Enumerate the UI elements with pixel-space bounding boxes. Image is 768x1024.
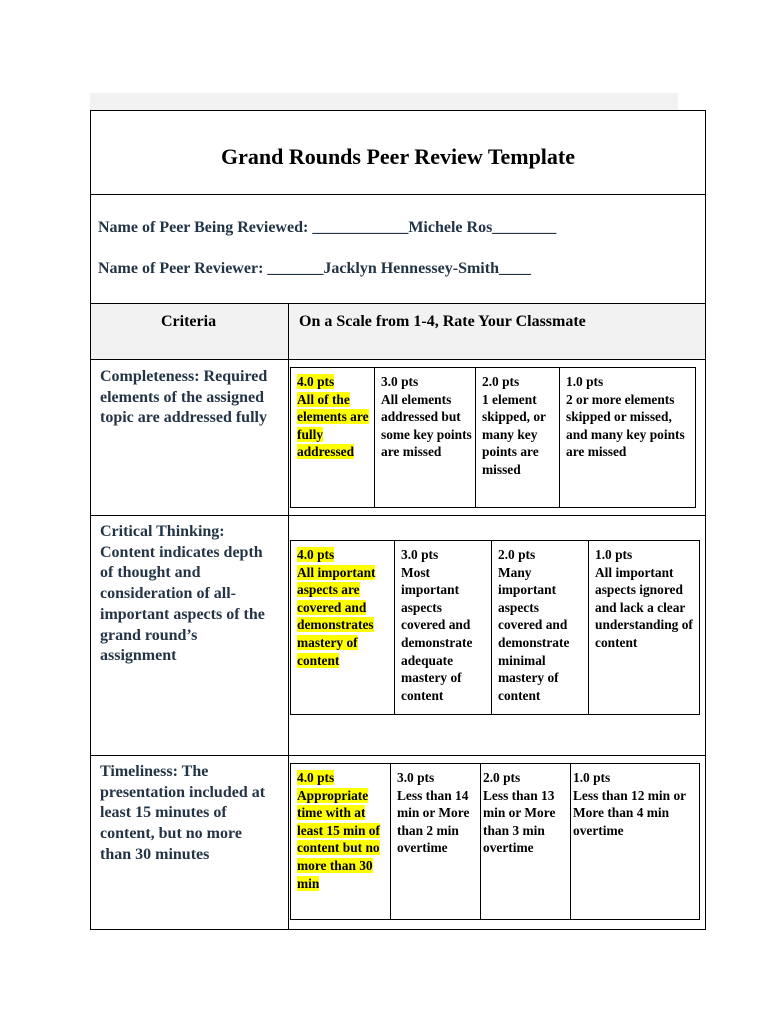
peer-reviewer-line [98, 260, 531, 278]
rating-desc: Less than 13 min or More than 3 min overtime [483, 787, 556, 856]
rating-desc: All important aspects ignored and lack a clear understanding of content [595, 564, 693, 650]
rating-points: 3.0 pts [381, 374, 419, 389]
criteria-header: Criteria [161, 313, 217, 330]
rating-cell [394, 541, 491, 714]
divider [91, 515, 705, 516]
rating-cell [390, 764, 480, 919]
rating-cell [570, 764, 699, 919]
rating-grid-critical-thinking [290, 540, 700, 715]
review-form [90, 110, 706, 930]
peer-reviewed-line [98, 219, 556, 237]
rating-desc: 2 or more elements skipped or missed, and many key points are missed [566, 391, 685, 460]
column-divider [288, 303, 289, 930]
page-title: Grand Rounds Peer Review Template [220, 144, 576, 169]
rating-cell [475, 368, 559, 507]
criterion-completeness: Completeness: Required elements of the assigned topic are addressed fully [100, 368, 268, 427]
divider [91, 359, 705, 360]
rating-points: 3.0 pts [397, 770, 435, 785]
rating-points: 4.0 pts [297, 770, 335, 785]
rating-desc: Most important aspects covered and demonstrate adequate mastery of content [401, 564, 473, 703]
rating-points: 4.0 pts [297, 547, 335, 562]
rating-points: 3.0 pts [401, 547, 439, 562]
rating-cell [291, 368, 374, 507]
rating-cell [491, 541, 588, 714]
divider [91, 303, 705, 304]
scale-header: On a Scale from 1-4, Rate Your Classmate [299, 313, 586, 330]
rating-desc: Less than 12 min or More than 4 min overtime [573, 787, 686, 838]
rating-grid-completeness [290, 367, 696, 508]
rating-points: 4.0 pts [297, 374, 335, 389]
rating-points: 1.0 pts [573, 770, 611, 785]
peer-reviewer-value: _______Jacklyn Hennessey-Smith____ [267, 260, 531, 277]
rating-desc: Appropriate time with at least 15 min of content but no more than 30 min [297, 787, 380, 891]
criterion-critical-thinking: Critical Thinking: Content indicates depth of thought and consideration of all-important aspects of the grand round’s assignment [100, 523, 265, 665]
criterion-timeliness: Timeliness: The presentation included at least 15 minutes of content, but no more than 30 minutes [100, 763, 266, 863]
rating-cell [291, 764, 390, 919]
rating-points: 2.0 pts [482, 374, 520, 389]
divider [91, 755, 705, 756]
rating-grid-timeliness [290, 763, 700, 920]
divider [91, 194, 705, 195]
rating-points: 2.0 pts [498, 547, 536, 562]
peer-reviewed-value: ____________Michele Ros________ [312, 219, 557, 236]
peer-reviewed-label: Name of Peer Being Reviewed: [98, 219, 313, 236]
rating-points: 1.0 pts [566, 374, 604, 389]
top-band [90, 93, 678, 110]
rating-cell [480, 764, 570, 919]
rating-cell [588, 541, 699, 714]
rating-cell [374, 368, 475, 507]
rating-desc: Less than 14 min or More than 2 min overtime [397, 787, 470, 856]
rating-cell [559, 368, 695, 507]
rating-desc: 1 element skipped, or many key points are missed [482, 391, 546, 477]
rating-desc: All elements addressed but some key points are missed [381, 391, 472, 460]
rating-cell [291, 541, 394, 714]
rating-desc: Many important aspects covered and demonstrate minimal mastery of content [498, 564, 570, 703]
rating-points: 1.0 pts [595, 547, 633, 562]
peer-reviewer-label: Name of Peer Reviewer: [98, 260, 268, 277]
rating-desc: All of the elements are fully addressed [297, 391, 369, 460]
rating-points: 2.0 pts [483, 770, 521, 785]
rating-desc: All important aspects are covered and demonstrates mastery of content [297, 564, 376, 668]
